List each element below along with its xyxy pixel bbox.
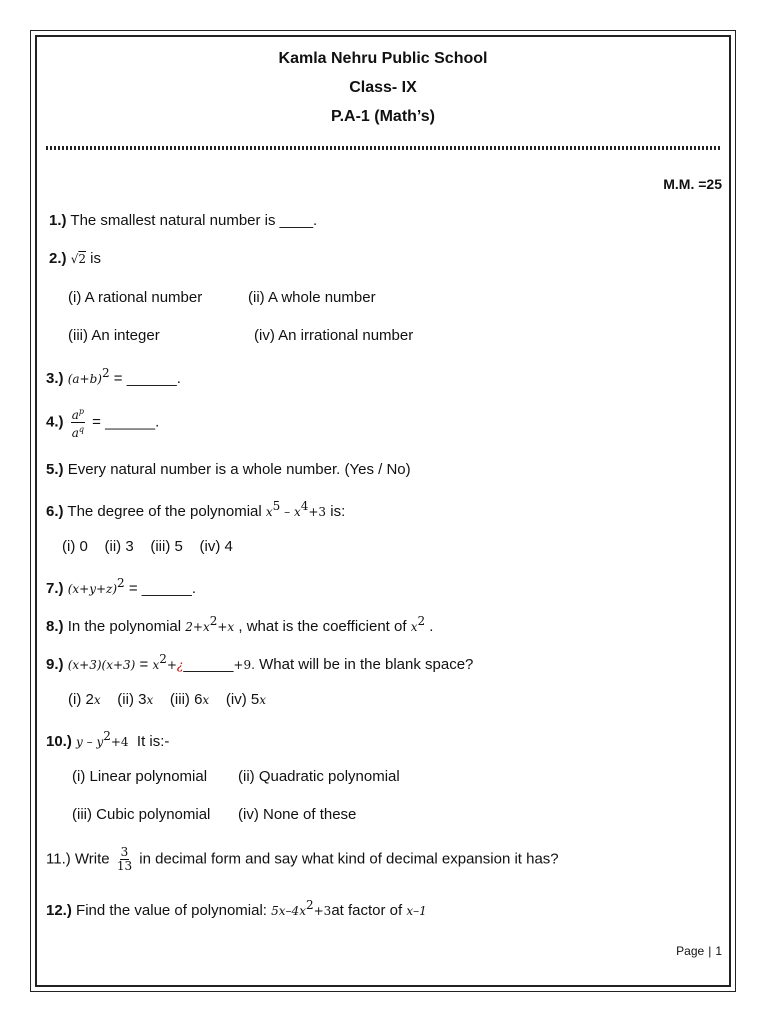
blank-marker: ¿ — [176, 658, 184, 672]
question-text: It is:- — [136, 733, 170, 750]
test-title: P.A-1 (Math’s) — [330, 108, 435, 125]
exponent: 2 — [103, 729, 111, 743]
question-2 — [49, 250, 101, 267]
variable: x — [146, 693, 154, 707]
max-marks: M.M. =25 — [663, 176, 722, 192]
q6-options: (i) 0 (ii) 3 (iii) 5 (iv) 4 — [62, 538, 233, 555]
question-1 — [49, 212, 317, 229]
question-10 — [46, 729, 169, 750]
question-text: The smallest natural number is ____. — [70, 212, 318, 229]
math-expression: (x+y+z) — [67, 582, 118, 596]
polynomial-term: +3 — [313, 904, 332, 918]
plus-sign: + — [166, 658, 177, 672]
page-label: Page — [676, 944, 705, 958]
answer-blank: ______ — [183, 656, 234, 673]
question-number: 8.) — [46, 618, 64, 635]
q10-option-2: (ii) Quadratic polynomial — [238, 768, 400, 785]
question-number: 4.) — [46, 413, 64, 431]
page-number: 1 — [715, 944, 722, 958]
question-12 — [46, 898, 427, 919]
polynomial-term: +3 — [308, 505, 327, 519]
equals-sign: = — [139, 656, 149, 673]
exponent: 2 — [101, 366, 110, 380]
exponent: 2 — [209, 614, 218, 628]
question-text: = ______. — [92, 413, 160, 431]
question-text-mid: , what is the coefficient of — [238, 618, 407, 635]
variable: x — [93, 693, 101, 707]
exponent: 5 — [272, 499, 281, 513]
variable: x — [259, 693, 266, 707]
polynomial-term: +4 — [110, 735, 129, 749]
question-text: = ______. — [128, 580, 196, 597]
math-expression: (x+3)(x+3) — [67, 658, 136, 672]
polynomial-term: y – y — [76, 735, 104, 749]
factor-expression: x–1 — [406, 904, 427, 918]
page-separator: | — [708, 944, 712, 958]
denominator: 13 — [116, 859, 133, 873]
question-5 — [46, 461, 411, 478]
polynomial-term: 5x–4x — [271, 904, 306, 918]
question-number: 10.) — [46, 733, 72, 750]
fraction — [71, 405, 85, 440]
exponent: 4 — [300, 499, 309, 513]
question-number: 6.) — [46, 503, 64, 520]
question-number: 5.) — [46, 461, 64, 478]
math-expression: (a+b) — [67, 372, 102, 386]
question-text: Every natural number is a whole number. (Yes / No) — [67, 461, 411, 478]
q2-option-4: (iv) An irrational number — [254, 327, 414, 344]
sqrt-symbol: √ — [70, 252, 79, 266]
question-7 — [46, 576, 196, 597]
question-11 — [46, 846, 559, 873]
question-number: 9.) — [46, 656, 64, 673]
polynomial-term: – x — [280, 505, 301, 519]
question-text-end: . — [429, 618, 434, 635]
question-9 — [46, 652, 473, 673]
numerator-power: p — [78, 407, 84, 416]
question-number: 1.) — [49, 212, 67, 229]
denominator-power: q — [78, 425, 84, 434]
question-number: 2.) — [49, 250, 67, 267]
question-text: = ______. — [113, 370, 181, 387]
variable: x — [410, 620, 418, 634]
q2-option-2: (ii) A whole number — [248, 289, 376, 306]
question-number: 12.) — [46, 902, 72, 919]
question-text: The degree of the polynomial — [67, 503, 262, 520]
q9-option-1: (i) 2 — [68, 691, 94, 708]
question-number: 3.) — [46, 370, 64, 387]
numerator: a — [71, 408, 79, 422]
polynomial-term: 2+x — [185, 620, 210, 634]
class-title: Class- IX — [349, 79, 417, 96]
exponent: 2 — [305, 898, 314, 912]
q10-option-4: (iv) None of these — [238, 806, 357, 823]
question-number: 11.) — [46, 850, 71, 868]
numerator: 3 — [120, 845, 129, 859]
question-text-mid: at factor of — [331, 902, 403, 919]
question-number: 7.) — [46, 580, 64, 597]
q9-options — [68, 691, 266, 708]
question-text-end: is: — [330, 503, 346, 520]
q9-option-3: (iii) 6 — [169, 691, 203, 708]
question-8 — [46, 614, 433, 635]
question-text: In the polynomial — [67, 618, 182, 635]
exponent: 2 — [159, 652, 167, 666]
question-text: is — [90, 250, 101, 267]
fraction — [117, 846, 132, 873]
page-footer — [676, 944, 722, 958]
denominator: a — [71, 426, 79, 440]
polynomial-term: x — [152, 658, 160, 672]
exponent: 2 — [117, 576, 125, 590]
polynomial-term: +9. — [233, 658, 255, 672]
q10-option-3: (iii) Cubic polynomial — [72, 806, 211, 823]
polynomial-term: x — [265, 505, 273, 519]
school-name: Kamla Nehru Public School — [278, 50, 488, 67]
question-6 — [46, 499, 345, 520]
dotted-divider — [46, 146, 720, 150]
question-text-end: in decimal form and say what kind of decimal expansion it has? — [139, 850, 559, 868]
question-4 — [46, 405, 159, 440]
question-text: Find the value of polynomial: — [76, 902, 267, 919]
q2-option-3: (iii) An integer — [68, 327, 160, 344]
question-3 — [46, 366, 181, 387]
variable: x — [202, 693, 210, 707]
polynomial-term: +x — [217, 620, 235, 634]
question-text: What will be in the blank space? — [259, 656, 474, 673]
q2-option-1: (i) A rational number — [68, 289, 203, 306]
q9-option-4: (iv) 5 — [225, 691, 260, 708]
question-text: Write — [74, 850, 110, 868]
exponent: 2 — [417, 614, 426, 628]
q10-option-1: (i) Linear polynomial — [72, 768, 208, 785]
q9-option-2: (ii) 3 — [117, 691, 147, 708]
radicand: 2 — [78, 252, 86, 266]
